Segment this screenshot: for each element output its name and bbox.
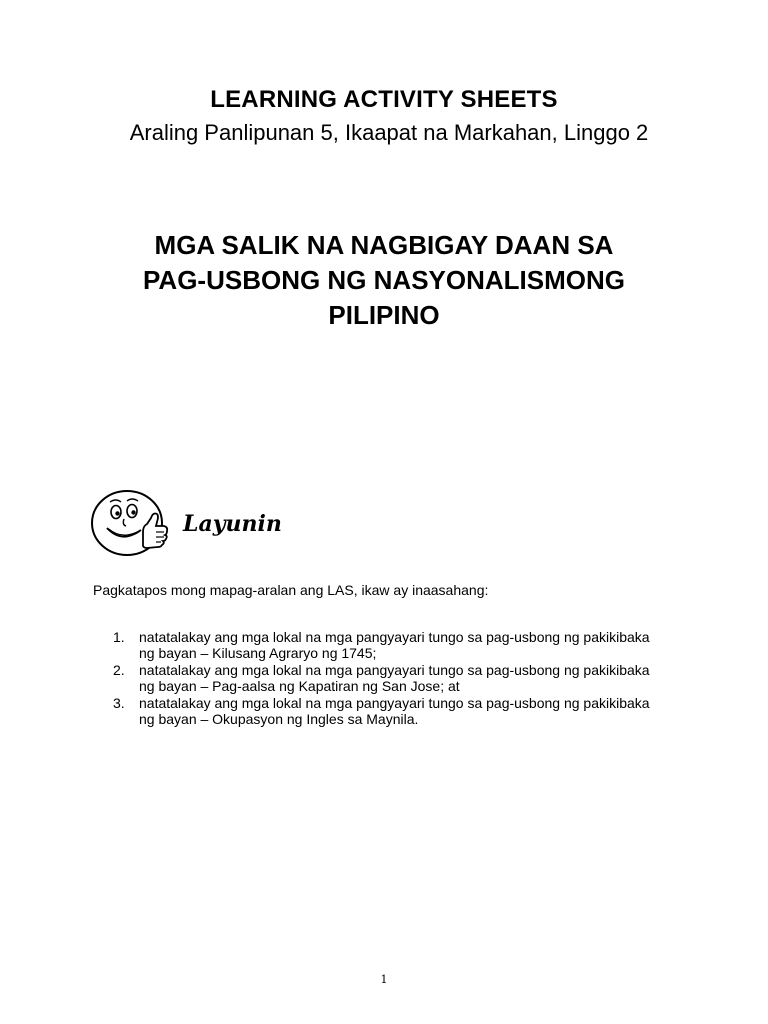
list-item-text: ng bayan – Okupasyon ng Ingles sa Maynila. [139, 711, 419, 727]
list-item-number: 2. [113, 662, 125, 678]
list-item-number: 1. [113, 629, 125, 645]
lesson-title [0, 228, 768, 333]
page-number: 1 [380, 973, 388, 986]
lesson-title-line: PAG-USBONG NG NASYONALISMONG [143, 265, 625, 295]
objectives-heading: Layunin [183, 511, 282, 537]
document-header-subtitle: Araling Panlipunan 5, Ikaapat na Markahan, Linggo 2 [129, 120, 649, 145]
objectives-intro: Pagkatapos mong mapag-aralan ang LAS, ikaw ay inaasahang: [93, 582, 489, 598]
list-item [113, 662, 673, 694]
smiley-thumbs-up-icon [89, 488, 171, 558]
list-item-text: natatalakay ang mga lokal na mga pangyayari tungo sa pag-usbong ng pakikibaka [139, 629, 650, 645]
list-item-text: ng bayan – Pag-aalsa ng Kapatiran ng San Jose; at [139, 678, 460, 694]
lesson-title-line: PILIPINO [328, 300, 440, 330]
list-item-text: natatalakay ang mga lokal na mga pangyayari tungo sa pag-usbong ng pakikibaka [139, 662, 650, 678]
list-item [113, 695, 673, 727]
list-item [113, 629, 673, 661]
list-item-text: natatalakay ang mga lokal na mga pangyayari tungo sa pag-usbong ng pakikibaka [139, 695, 650, 711]
document-header-title: LEARNING ACTIVITY SHEETS [210, 86, 558, 113]
list-item-text: ng bayan – Kilusang Agraryo ng 1745; [139, 645, 377, 661]
lesson-title-line: MGA SALIK NA NAGBIGAY DAAN SA [154, 230, 614, 260]
objectives-list [113, 629, 673, 728]
list-item-number: 3. [113, 695, 125, 711]
